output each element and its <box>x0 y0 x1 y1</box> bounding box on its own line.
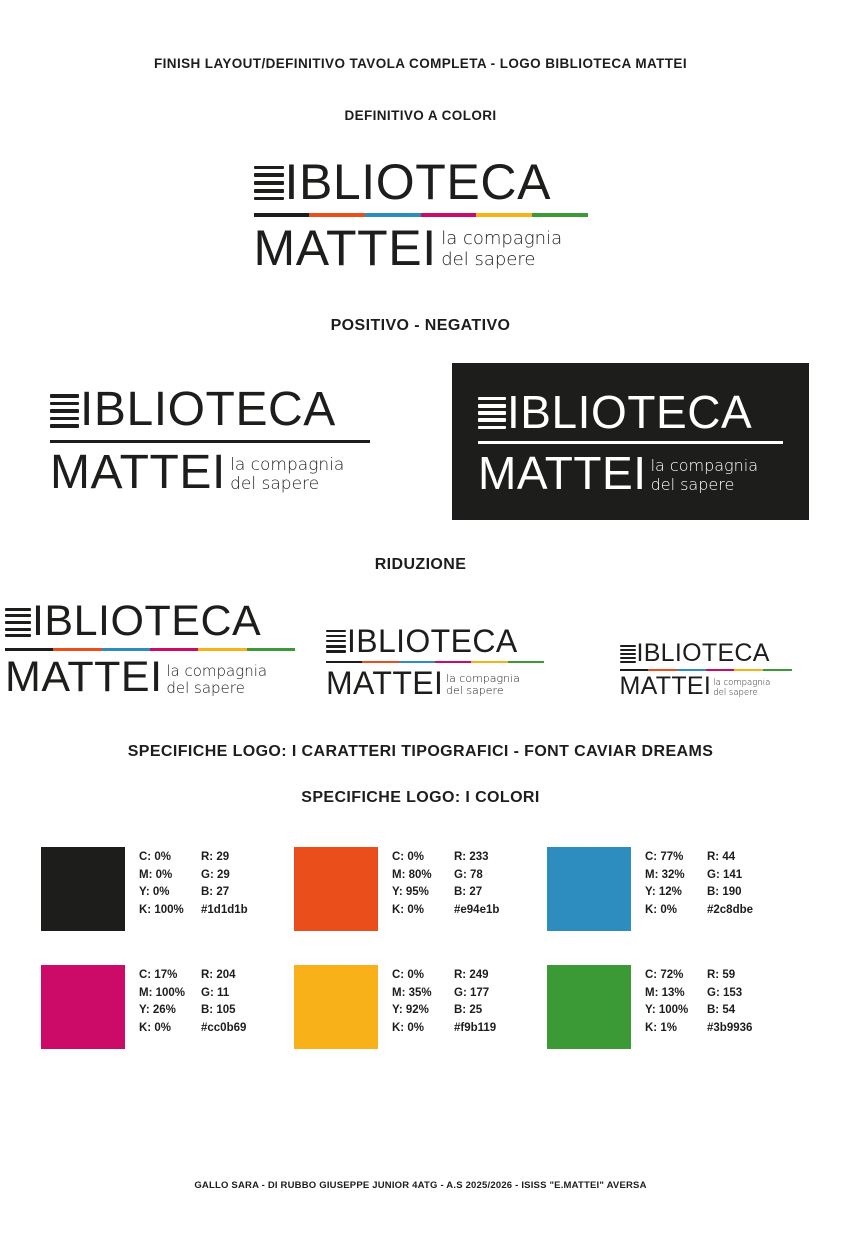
cmyk-k: K: 100% <box>139 903 184 916</box>
logo-word-mattei: MATTEI <box>5 653 163 702</box>
color-specs <box>378 847 499 919</box>
reduction-row <box>0 597 841 702</box>
color-specs <box>631 965 752 1037</box>
color-specs <box>125 847 248 919</box>
cmyk-y: Y: 100% <box>645 1004 689 1017</box>
logo-word-biblioteca: IBLIOTECA <box>346 622 518 659</box>
rgb-r: R: 204 <box>201 969 236 982</box>
logo-reduction-small <box>570 641 841 699</box>
section-title-colori: DEFINITIVO A COLORI <box>344 108 497 123</box>
palette-item <box>294 965 547 1049</box>
cmyk-m: M: 35% <box>392 986 432 999</box>
palette-grid <box>0 847 841 1049</box>
logo-tagline: la compagnia del sapere <box>166 662 268 698</box>
color-swatch <box>41 847 125 931</box>
hex-value: #2c8dbe <box>707 903 754 916</box>
logo-tagline: la compagnia del sapere <box>230 454 345 495</box>
book-icon <box>254 159 284 207</box>
palette-item <box>547 965 800 1049</box>
hex-value: #3b9936 <box>707 1021 753 1034</box>
logo-tagline: la compagnia del sapere <box>446 671 520 698</box>
cmyk-c: C: 72% <box>645 969 684 982</box>
rgb-r: R: 29 <box>201 851 230 864</box>
color-specs <box>631 847 753 919</box>
logo-word-mattei: MATTEI <box>478 447 647 499</box>
logo-word-biblioteca: IBLIOTECA <box>506 386 753 438</box>
hex-value: #f9b119 <box>454 1021 497 1034</box>
rgb-b: B: 25 <box>454 1004 483 1017</box>
palette-row <box>0 847 841 931</box>
logo-word-mattei: MATTEI <box>326 665 444 702</box>
color-specs <box>378 965 496 1037</box>
book-icon <box>5 602 31 643</box>
cmyk-y: Y: 92% <box>392 1004 429 1017</box>
rainbow-divider <box>620 669 792 671</box>
cmyk-c: C: 0% <box>139 851 171 864</box>
color-swatch <box>547 965 631 1049</box>
section-title-font: SPECIFICHE LOGO: I CARATTERI TIPOGRAFICI - FONT CAVIAR DREAMS <box>127 743 714 761</box>
cmyk-y: Y: 26% <box>139 1004 176 1017</box>
cmyk-m: M: 13% <box>645 986 685 999</box>
logo-word-biblioteca: IBLIOTECA <box>284 154 552 210</box>
rgb-g: G: 11 <box>201 986 230 999</box>
rgb-g: G: 29 <box>201 868 230 881</box>
color-swatch <box>294 847 378 931</box>
cmyk-k: K: 1% <box>645 1021 677 1034</box>
cmyk-y: Y: 95% <box>392 886 429 899</box>
book-icon <box>478 391 506 435</box>
color-swatch <box>547 847 631 931</box>
palette-item <box>547 847 800 931</box>
rgb-b: B: 105 <box>201 1004 236 1017</box>
rainbow-divider <box>326 661 544 664</box>
divider-line <box>50 440 370 443</box>
rgb-b: B: 54 <box>707 1004 736 1017</box>
hex-value: #e94e1b <box>454 903 500 916</box>
cmyk-c: C: 17% <box>139 969 178 982</box>
logo-negative-box <box>420 363 841 520</box>
logo-tagline: la compagnia del sapere <box>441 228 563 271</box>
rgb-g: G: 141 <box>707 868 743 881</box>
logo-word-biblioteca: IBLIOTECA <box>31 597 262 645</box>
rgb-r: R: 249 <box>454 969 489 982</box>
logo-word-mattei: MATTEI <box>253 220 437 276</box>
cmyk-c: C: 0% <box>392 851 424 864</box>
rgb-b: B: 190 <box>707 886 742 899</box>
hex-value: #cc0b69 <box>201 1021 247 1034</box>
section-title-riduzione: RIDUZIONE <box>374 556 467 573</box>
logo-tagline: la compagnia del sapere <box>650 456 759 494</box>
logo-reduction-medium <box>300 622 570 702</box>
rainbow-divider <box>254 213 588 217</box>
cmyk-k: K: 0% <box>139 1021 171 1034</box>
poster-page <box>0 56 841 1246</box>
section-title-colori-specs: SPECIFICHE LOGO: I COLORI <box>301 789 540 807</box>
logo-tagline: la compagnia del sapere <box>713 677 771 698</box>
cmyk-c: C: 0% <box>392 969 424 982</box>
logo-word-biblioteca: IBLIOTECA <box>79 383 336 436</box>
cmyk-m: M: 100% <box>139 986 186 999</box>
book-icon <box>326 626 346 657</box>
logo-word-mattei: MATTEI <box>619 672 712 701</box>
positive-negative-row <box>0 363 841 520</box>
rgb-r: R: 233 <box>454 851 489 864</box>
cmyk-k: K: 0% <box>392 903 424 916</box>
rgb-b: B: 27 <box>201 886 230 899</box>
cmyk-m: M: 32% <box>645 868 685 881</box>
rgb-r: R: 44 <box>707 851 736 864</box>
book-icon <box>50 388 79 434</box>
cmyk-y: Y: 12% <box>645 886 682 899</box>
rgb-g: G: 177 <box>454 986 490 999</box>
logo-primary-color <box>0 154 841 276</box>
rgb-g: G: 153 <box>707 986 743 999</box>
rgb-b: B: 27 <box>454 886 483 899</box>
rgb-g: G: 78 <box>454 868 483 881</box>
divider-line <box>478 441 783 444</box>
rgb-r: R: 59 <box>707 969 736 982</box>
cmyk-k: K: 0% <box>392 1021 424 1034</box>
cmyk-y: Y: 0% <box>139 886 170 899</box>
palette-item <box>41 847 294 931</box>
cmyk-m: M: 80% <box>392 868 432 881</box>
logo-word-biblioteca: IBLIOTECA <box>636 639 770 668</box>
cmyk-c: C: 77% <box>645 851 684 864</box>
book-icon <box>620 642 636 666</box>
color-swatch <box>294 965 378 1049</box>
footer-credits: GALLO SARA - DI RUBBO GIUSEPPE JUNIOR 4ATG - A.S 2025/2026 - ISISS "E.MATTEI" AVERSA <box>194 1180 647 1191</box>
cmyk-m: M: 0% <box>139 868 173 881</box>
palette-item <box>41 965 294 1049</box>
cmyk-k: K: 0% <box>645 903 677 916</box>
rainbow-divider <box>5 648 295 651</box>
logo-reduction-large <box>0 597 300 702</box>
color-specs <box>125 965 246 1037</box>
palette-row <box>0 965 841 1049</box>
page-title: FINISH LAYOUT/DEFINITIVO TAVOLA COMPLETA - LOGO BIBLIOTECA MATTEI <box>154 56 687 71</box>
section-title-positivo-negativo: POSITIVO - NEGATIVO <box>330 317 511 334</box>
logo-word-mattei: MATTEI <box>50 446 226 499</box>
color-swatch <box>41 965 125 1049</box>
palette-item <box>294 847 547 931</box>
hex-value: #1d1d1b <box>201 903 248 916</box>
logo-positive <box>0 383 420 499</box>
